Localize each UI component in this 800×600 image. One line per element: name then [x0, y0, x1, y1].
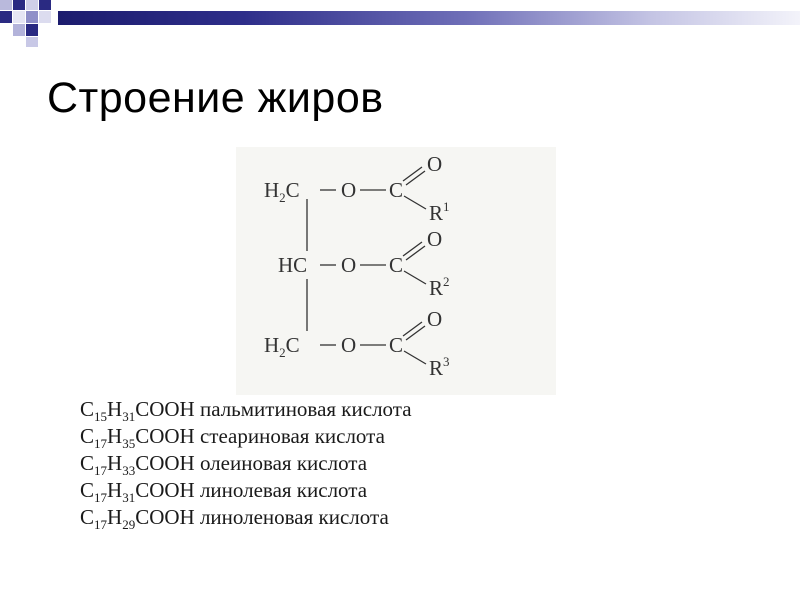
- double-bond: [403, 242, 422, 256]
- fatty-acid-item: [80, 477, 412, 504]
- double-bond: [406, 326, 425, 340]
- deco-square: [26, 24, 38, 36]
- deco-square: [26, 37, 38, 47]
- deco-square: [13, 0, 25, 10]
- acid-h-sub: 33: [122, 463, 136, 478]
- acid-group: COOH: [135, 451, 195, 475]
- acid-h: H: [107, 478, 123, 502]
- carbonyl-oxygen: O: [427, 152, 443, 176]
- oxygen-atom: O: [341, 178, 357, 202]
- ester-row-3: [264, 307, 450, 380]
- acid-c-sub: 17: [94, 517, 108, 532]
- acid-h-sub: 31: [122, 490, 136, 505]
- double-bond: [406, 171, 425, 185]
- deco-square: [26, 11, 38, 23]
- acid-h: H: [107, 424, 123, 448]
- fatty-acid-item: [80, 504, 412, 531]
- acid-c: C: [80, 424, 95, 448]
- acid-h-sub: 35: [122, 436, 136, 451]
- header-decoration: [0, 0, 800, 50]
- r-bond: [404, 271, 426, 284]
- carbon-group: $H_2C$: [264, 333, 300, 360]
- acid-h: H: [107, 451, 123, 475]
- slide-title: Строение жиров: [47, 74, 384, 122]
- deco-square: [39, 0, 51, 10]
- acid-group: COOH: [135, 397, 195, 421]
- acid-group: COOH: [135, 478, 195, 502]
- carbonyl-carbon: C: [389, 178, 404, 202]
- acid-h-sub: 31: [122, 409, 136, 424]
- ester-row-1: [264, 152, 450, 225]
- ester-row-2: [278, 227, 450, 300]
- carbon-group: $H_2C$: [264, 178, 300, 205]
- acid-c: C: [80, 451, 95, 475]
- acid-h-sub: 29: [122, 517, 136, 532]
- oxygen-atom: O: [341, 253, 357, 277]
- deco-square: [26, 0, 38, 10]
- deco-square: [13, 24, 25, 36]
- acid-h: H: [107, 397, 123, 421]
- carbonyl-oxygen: O: [427, 227, 443, 251]
- deco-gradient-band: [58, 11, 800, 25]
- acid-name: олеиновая кислота: [199, 451, 368, 475]
- deco-square: [39, 11, 51, 23]
- acid-c: C: [80, 397, 95, 421]
- acid-group: COOH: [135, 424, 195, 448]
- fatty-acid-item: [80, 423, 412, 450]
- carbon-group: HC: [278, 253, 308, 277]
- double-bond: [403, 167, 422, 181]
- triglyceride-structure-diagram: [236, 147, 556, 395]
- acid-c-sub: 17: [94, 436, 108, 451]
- r-bond: [404, 351, 426, 364]
- radical: $R^1$: [429, 199, 450, 225]
- acid-c-sub: 15: [94, 409, 108, 424]
- acid-c-sub: 17: [94, 490, 108, 505]
- double-bond: [403, 322, 422, 336]
- radical: $R^3$: [429, 354, 450, 380]
- radical: $R^2$: [429, 274, 450, 300]
- fatty-acid-list: [80, 396, 412, 531]
- deco-square: [13, 11, 25, 23]
- acid-name: линолевая кислота: [199, 478, 368, 502]
- acid-name: пальмитиновая кислота: [199, 397, 412, 421]
- double-bond: [406, 246, 425, 260]
- structure-svg: [236, 147, 556, 395]
- oxygen-atom: O: [341, 333, 357, 357]
- deco-square: [0, 11, 12, 23]
- carbonyl-oxygen: O: [427, 307, 443, 331]
- carbonyl-carbon: C: [389, 333, 404, 357]
- acid-group: COOH: [135, 505, 195, 529]
- acid-name: линоленовая кислота: [199, 505, 389, 529]
- fatty-acid-item: [80, 396, 412, 423]
- acid-c: C: [80, 478, 95, 502]
- acid-name: стеариновая кислота: [199, 424, 385, 448]
- acid-h: H: [107, 505, 123, 529]
- acid-c: C: [80, 505, 95, 529]
- deco-square: [0, 0, 12, 10]
- carbonyl-carbon: C: [389, 253, 404, 277]
- fatty-acid-item: [80, 450, 412, 477]
- r-bond: [404, 196, 426, 209]
- acid-c-sub: 17: [94, 463, 108, 478]
